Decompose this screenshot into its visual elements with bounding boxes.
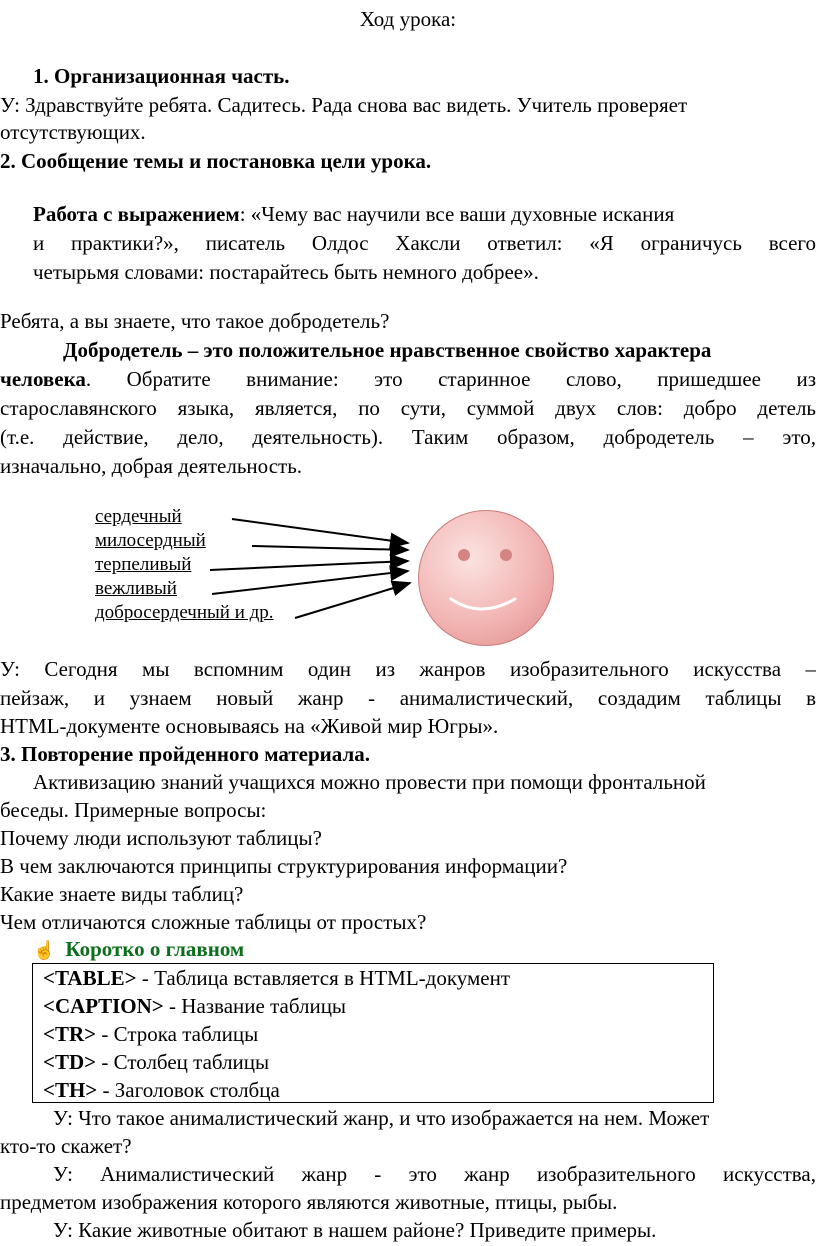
smiley-mouth: [451, 599, 515, 609]
arrow: [252, 546, 408, 550]
tag-desc: - Строка таблицы: [96, 1022, 259, 1046]
paragraph: У: Анималистический жанр - это жанр изобразительного искусства,: [53, 1162, 816, 1186]
tag-row: [43, 964, 510, 993]
arrows-diagram: [200, 505, 420, 625]
paragraph: У: Здравствуйте ребята. Садитесь. Рада снова вас видеть. Учитель проверяет: [0, 93, 688, 117]
quote-line: [33, 200, 816, 229]
paragraph: У: Какие животные обитают в нашем районе? Приведите примеры.: [53, 1218, 657, 1242]
virtue-word: вежливый: [95, 578, 177, 599]
arrow: [295, 583, 410, 618]
definition-line: старославянского языка, является, по сути, суммой двух слов: добро детель: [0, 396, 816, 420]
tag-name: <TABLE>: [43, 966, 137, 990]
paragraph: кто-то скажет?: [0, 1134, 132, 1158]
smiley-face-icon: [418, 510, 554, 646]
virtue-word: добросердечный и др.: [95, 602, 274, 623]
arrow: [210, 561, 408, 570]
tags-box: [32, 963, 714, 1103]
paragraph: предметом изображения которого являются животные, птицы, рыбы.: [0, 1190, 618, 1214]
smiley-eye: [500, 549, 512, 561]
brief-heading: [33, 935, 816, 965]
question-item: Почему люди используют таблицы?: [0, 826, 322, 850]
tag-name: <TR>: [43, 1022, 97, 1046]
tag-desc: - Столбец таблицы: [96, 1050, 270, 1074]
definition-line: [0, 365, 816, 394]
paragraph: пейзаж, и узнаем новый жанр - анималистический, создадим таблицы в: [0, 686, 816, 710]
definition-term: человека: [0, 367, 86, 391]
pointing-hand-icon: ☝: [33, 940, 56, 960]
question: Ребята, а вы знаете, что такое добродетель?: [0, 309, 390, 333]
smiley-eye: [458, 549, 470, 561]
arrow: [232, 519, 408, 543]
section-2-title: 2. Сообщение темы и постановка цели урока.: [0, 149, 432, 173]
section-3-title: 3. Повторение пройденного материала.: [0, 742, 370, 766]
virtue-word: милосердный: [95, 530, 206, 551]
quote-label: Работа с выражением: [33, 202, 240, 226]
paragraph: Активизацию знаний учащихся можно провести при помощи фронтальной: [33, 770, 706, 794]
tag-desc: - Название таблицы: [163, 994, 347, 1018]
tag-name: <CAPTION>: [43, 994, 164, 1018]
definition-text: . Обратите внимание: это старинное слово, пришедшее из: [85, 367, 816, 391]
page-header: Ход урока:: [359, 7, 457, 31]
question-item: Чем отличаются сложные таблицы от простых?: [0, 910, 427, 934]
tag-desc: - Заголовок столбца: [97, 1078, 280, 1102]
paragraph: отсутствующих.: [0, 120, 146, 144]
tag-row: [43, 1020, 258, 1049]
paragraph: У: Сегодня мы вспомним один из жанров изобразительного искусства –: [0, 657, 816, 681]
definition-line: (т.е. действие, дело, деятельность). Таким образом, добродетель – это,: [0, 425, 816, 449]
arrow: [212, 571, 408, 594]
brief-title: Коротко о главном: [65, 937, 245, 961]
tag-row: [43, 1076, 280, 1105]
paragraph: У: Что такое анималистический жанр, и что изображается на нем. Может: [53, 1106, 710, 1130]
question-item: Какие знаете виды таблиц?: [0, 882, 244, 906]
quote-line: четырьмя словами: постарайтесь быть немного добрее».: [33, 260, 539, 284]
virtue-word: терпеливый: [95, 554, 192, 575]
quote-text: : «Чему вас научили все ваши духовные искания: [239, 202, 675, 226]
paragraph: беседы. Примерные вопросы:: [0, 798, 267, 822]
question-item: В чем заключаются принципы структурирования информации?: [0, 854, 568, 878]
tag-row: [43, 1048, 269, 1077]
tag-row: [43, 992, 346, 1021]
virtue-word: сердечный: [95, 506, 182, 527]
tag-name: <TD>: [43, 1050, 97, 1074]
definition-line: изначально, добрая деятельность.: [0, 454, 303, 478]
quote-line: и практики?», писатель Олдос Хаксли ответил: «Я ограничусь всего: [33, 231, 816, 255]
section-1-title: 1. Организационная часть.: [33, 64, 290, 88]
tag-desc: - Таблица вставляется в HTML-документ: [136, 966, 511, 990]
definition: Добродетель – это положительное нравственное свойство характера: [63, 338, 712, 362]
paragraph: HTML-документе основываясь на «Живой мир Югры».: [0, 714, 499, 738]
tag-name: <TH>: [43, 1078, 98, 1102]
